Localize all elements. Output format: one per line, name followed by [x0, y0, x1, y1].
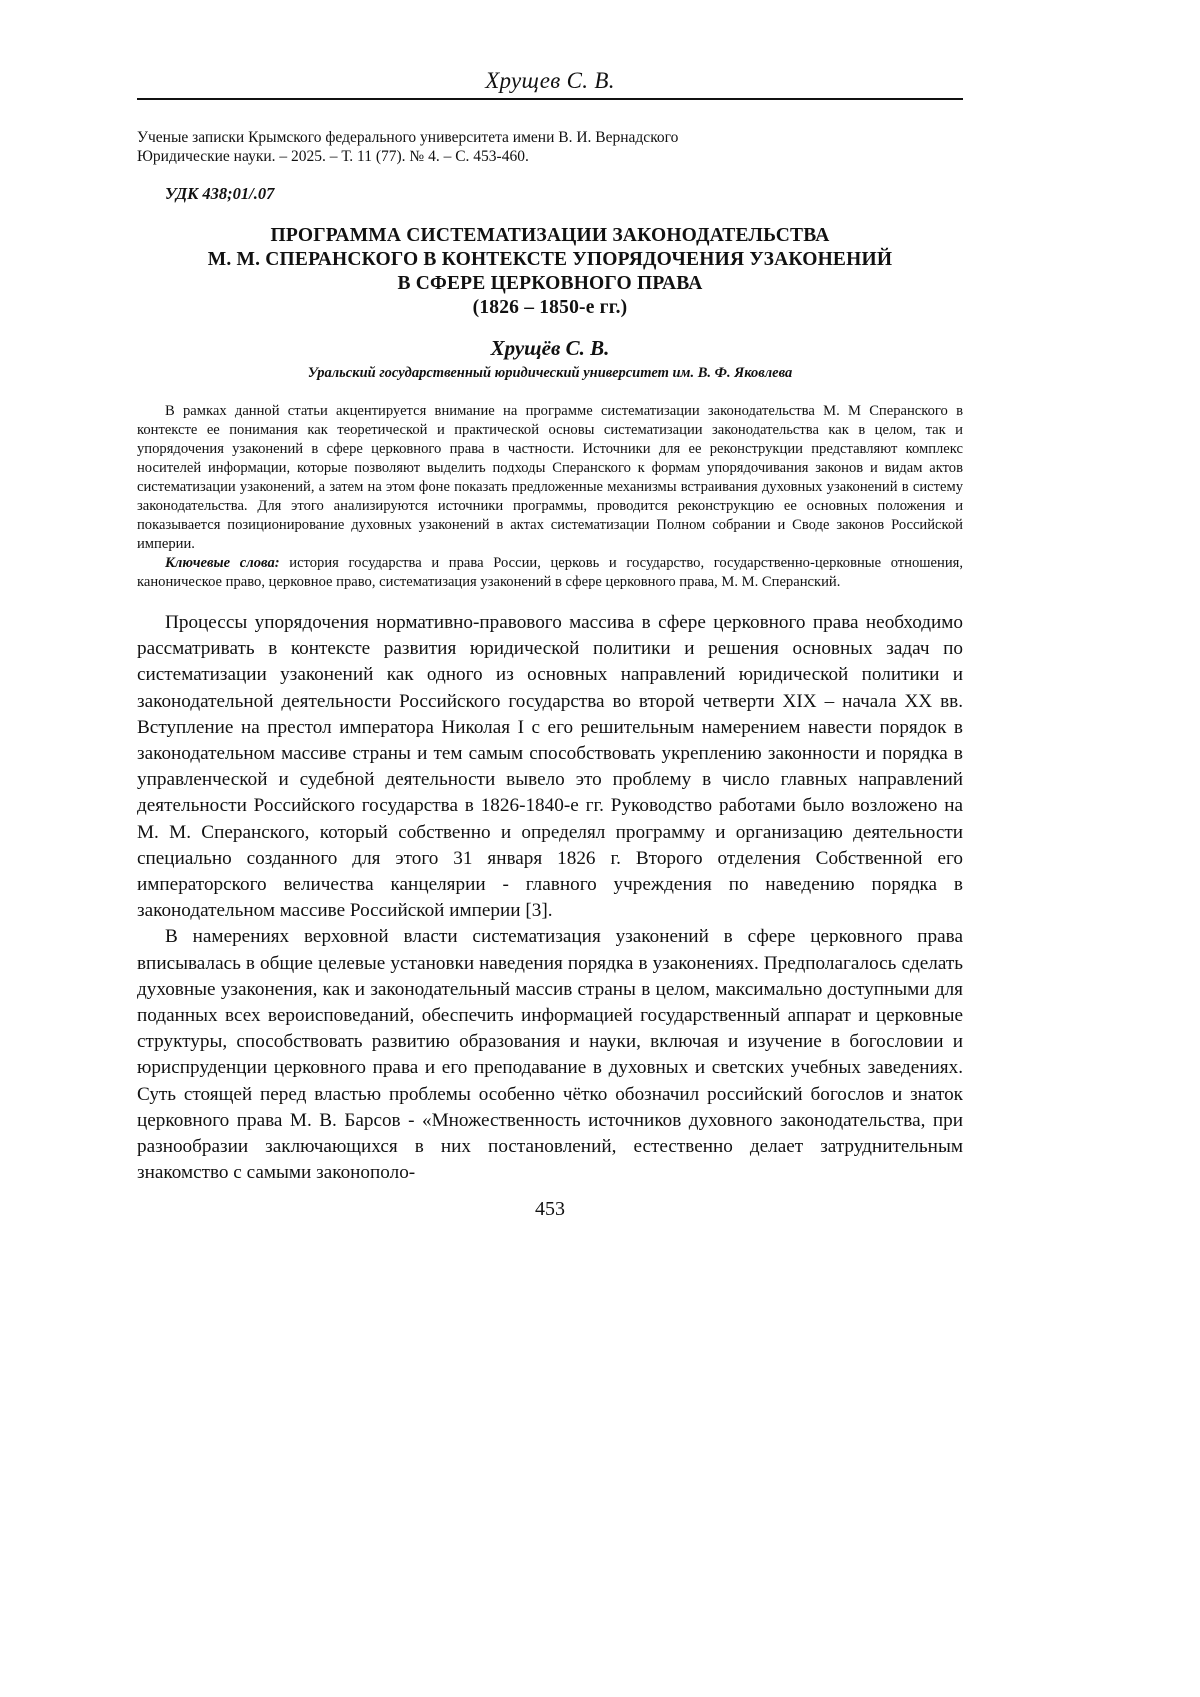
journal-line-1: Ученые записки Крымского федерального университета имени В. И. Вернадского	[137, 129, 679, 146]
keywords-label: Ключевые слова:	[165, 555, 280, 571]
keywords	[137, 554, 963, 592]
keywords-text: история государства и права России, церковь и государство, государственно-церковные отношения, каноническое право, церковное право, систематизация узаконений в сфере церковного права, М. М. Сперанский.	[137, 555, 963, 590]
title-line-2: М. М. СПЕРАНСКОГО В КОНТЕКСТЕ УПОРЯДОЧЕНИЯ УЗАКОНЕНИЙ	[207, 249, 893, 270]
journal-line-2: Юридические науки. – 2025. – Т. 11 (77). № 4. – С. 453-460.	[137, 148, 529, 165]
author-name: Хрущёв С. В.	[490, 336, 610, 360]
udc-code: УДК 438;01/.07	[165, 184, 275, 203]
title-line-3: В СФЕРЕ ЦЕРКОВНОГО ПРАВА	[397, 273, 703, 294]
abstract: В рамках данной статьи акцентируется внимание на программе систематизации законодательства М. М Сперанского в контексте ее понимания как теоретической и практической основы систематизации законодательства как в целом, так и упорядочения узаконений в сфере церковного права в частности. Источники для ее реконструкции представляют комплекс носителей информации, которые позволяют выделить подходы Сперанского к формам упорядочивания законов и видам актов систематизации узаконений, а затем на этом фоне показать предложенные механизмы встраивания духовных узаконений в систему законодательства. Для этого анализируются источники программы, проводится реконструкцию ее основных положения и показывается позиционирование духовных узаконений в актах систематизации Полном собрании и Своде законов Российской империи.	[137, 403, 963, 552]
body-paragraph-1: Процессы упорядочения нормативно-правового массива в сфере церковного права необходимо рассматривать в контексте развития юридической политики и решения основных задач по систематизации узаконений как одного из основных направлений юридической политики и законодательной деятельности Российского государства во второй четверти XIX – начала XX вв. Вступление на престол императора Николая I с его решительным намерением навести порядок в законодательном массиве страны и тем самым способствовать укреплению законности и порядка в управленческой и судебной деятельности вывело это проблему в число главных направлений деятельности Российского государства в 1826-1840-е гг. Руководство работами было возложено на М. М. Сперанского, который собственно и определял программу и организацию деятельности специально созданного для этого 31 января 1826 г. Второго отделения Собственной его императорского величества канцелярии - главного учреждения по наведению порядка в законодательном массиве Российской империи [3].	[137, 612, 963, 922]
title-line-4: (1826 – 1850-е гг.)	[472, 297, 628, 318]
page	[137, 68, 963, 1221]
article-title	[137, 224, 963, 320]
title-line-1: ПРОГРАММА СИСТЕМАТИЗАЦИИ ЗАКОНОДАТЕЛЬСТВА	[270, 225, 830, 246]
body-paragraph-2: В намерениях верховной власти систематизация узаконений в сфере церковного права вписывалась в общие целевые установки наведения порядка в узаконениях. Предполагалось сделать духовные узаконения, как и законодательный массив страны в целом, максимально доступными для поданных всех вероисповеданий, обеспечить информацией государственный аппарат и церковные структуры, способствовать развитию образования и науки, включая и изучение в богословии и юриспруденции церковного права и его преподавание в духовных и светских учебных заведениях. Суть стоящей перед властью проблемы особенно чётко обозначил российский богослов и знаток церковного права М. В. Барсов - «Множественность источников духовного законодательства, при разнообразии заключающихся в них постановлений, естественно делает затруднительным знакомство с самыми законополо-	[137, 926, 963, 1184]
running-head: Хрущев С. В.	[137, 68, 963, 100]
author-affiliation: Уральский государственный юридический университет им. В. Ф. Яковлева	[307, 365, 793, 381]
page-number: 453	[535, 1198, 565, 1221]
journal-info	[137, 128, 963, 166]
